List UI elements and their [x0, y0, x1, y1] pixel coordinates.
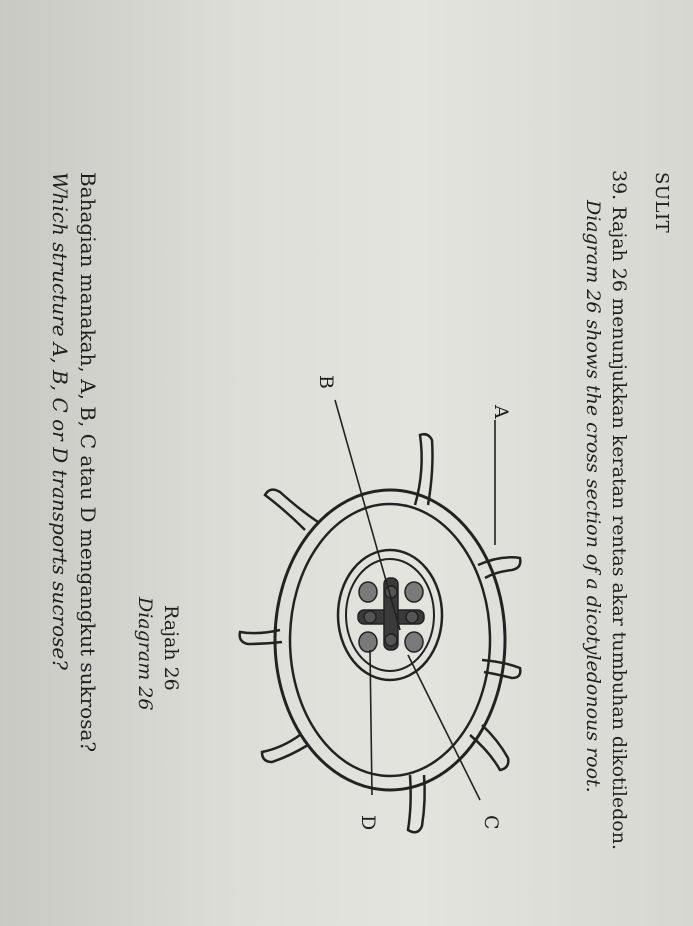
- prompt-malay: Bahagian manakah, A, B, C atau D mengangkut sukrosa?: [76, 172, 100, 753]
- root-hair: [470, 725, 508, 770]
- phloem-group: [405, 582, 423, 602]
- phloem-group: [359, 632, 377, 652]
- caption-english: Diagram 26: [134, 597, 156, 711]
- question-line-english: Diagram 26 shows the cross section of a dicotyledonous root.: [582, 200, 604, 793]
- label-line-c: [408, 655, 480, 800]
- caption-malay: Rajah 26: [160, 605, 182, 691]
- label-b: B: [315, 375, 337, 389]
- question-text-malay: Rajah 26 menunjukkan keratan rentas akar tumbuhan dikotiledon.: [608, 206, 630, 851]
- label-a: A: [490, 405, 512, 419]
- prompt-english: Which structure A, B, C or D transports sucrose?: [48, 172, 72, 670]
- root-hair: [265, 490, 318, 530]
- phloem-group: [405, 632, 423, 652]
- header-sulit: SULIT: [651, 172, 672, 234]
- label-d: D: [357, 815, 379, 831]
- phloem-group: [359, 582, 377, 602]
- root-hair: [415, 434, 433, 505]
- root-hairs: [240, 434, 521, 832]
- label-c: C: [480, 815, 502, 830]
- root-hair: [262, 735, 308, 762]
- root-hair: [478, 557, 520, 578]
- question-number: 39.: [608, 170, 630, 201]
